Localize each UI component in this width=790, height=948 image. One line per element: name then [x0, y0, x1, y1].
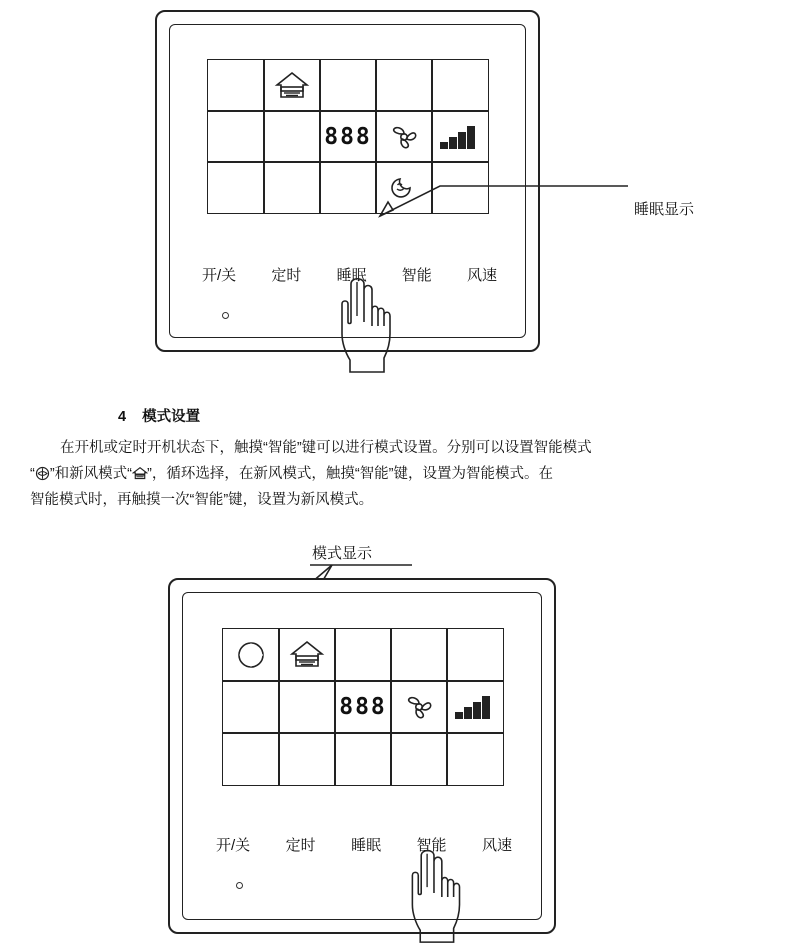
callout-line-top — [360, 178, 630, 238]
lcd-cell-b-r3c3 — [334, 732, 392, 786]
lcd-cell-b-r3c1 — [222, 732, 280, 786]
lcd-cell-fan — [375, 110, 433, 163]
paragraph-post: ”，循环选择，在新风模式，触摸“智能”键，设置为智能模式。在 — [147, 466, 553, 482]
callout-label-sleep-display: 睡眠显示 — [634, 201, 695, 218]
button-sleep-bottom[interactable]: 睡眠 — [351, 837, 382, 854]
hand-pointer-top-icon — [318, 268, 408, 378]
button-fanspeed-bottom[interactable]: 风速 — [481, 837, 512, 854]
lcd-cell-r1c3 — [319, 59, 377, 112]
fan-speed-bars-icon — [453, 694, 497, 720]
paragraph-quote-open: “ — [30, 466, 35, 482]
lcd-cell-r2c1 — [207, 110, 265, 163]
lcd-cell-fan-speed — [431, 110, 489, 163]
lcd-cell-r1c4 — [375, 59, 433, 112]
paragraph-mid: ”和新风模式“ — [49, 466, 133, 482]
button-timer-bottom[interactable]: 定时 — [285, 837, 316, 854]
lcd-cell-r1c5 — [431, 59, 489, 112]
section-paragraph — [30, 435, 760, 513]
lcd-digits-bottom: 888 — [339, 694, 387, 720]
fan-icon — [387, 120, 421, 154]
smart-mode-icon-inline — [35, 466, 50, 480]
lcd-cell-r3c2 — [263, 161, 321, 214]
lcd-cell-b-r2c2 — [278, 680, 336, 734]
lcd-cell-home-mode-bottom — [278, 628, 336, 682]
lcd-cell-b-r2c1 — [222, 680, 280, 734]
fan-icon — [402, 690, 436, 724]
button-fanspeed-top[interactable]: 风速 — [466, 267, 497, 284]
lcd-digits-top: 888 — [324, 123, 372, 150]
lcd-cell-b-r1c3 — [334, 628, 392, 682]
lcd-cell-smart-mode — [222, 628, 280, 682]
fan-speed-bars-icon — [438, 124, 482, 150]
home-mode-icon — [272, 69, 312, 103]
button-sleep-top[interactable]: 睡眠 — [336, 267, 367, 284]
smart-mode-icon — [234, 639, 268, 671]
indicator-led-bottom — [236, 882, 243, 889]
section-number: 4 — [118, 409, 127, 425]
home-mode-icon-inline — [132, 466, 147, 480]
button-smart-bottom[interactable]: 智能 — [416, 837, 447, 854]
section-heading — [118, 405, 200, 426]
callout-label-mode-display: 模式显示 — [312, 545, 373, 562]
hand-pointer-bottom-icon — [388, 840, 478, 948]
lcd-cell-r2c2 — [263, 110, 321, 163]
paragraph-line-3: 智能模式时，再触摸一次“智能”键，设置为新风模式。 — [30, 492, 374, 508]
lcd-cell-b-r3c4 — [390, 732, 448, 786]
lcd-cell-b-r1c5 — [446, 628, 504, 682]
lcd-cell-b-r1c4 — [390, 628, 448, 682]
lcd-cell-b-r3c2 — [278, 732, 336, 786]
lcd-cell-home-mode — [263, 59, 321, 112]
button-power-top[interactable]: 开/关 — [202, 267, 237, 284]
lcd-cell-digits-bottom — [334, 680, 392, 734]
button-smart-top[interactable]: 智能 — [401, 267, 432, 284]
paragraph-line-1: 在开机或定时开机状态下，触摸“智能”键可以进行模式设置。分别可以设置智能模式 — [60, 440, 592, 456]
figure-bottom-device — [168, 578, 556, 934]
indicator-led-top — [222, 312, 229, 319]
lcd-cell-b-r3c5 — [446, 732, 504, 786]
section-title-text: 模式设置 — [142, 409, 201, 425]
lcd-screen-bottom — [222, 628, 504, 786]
home-mode-icon — [287, 638, 327, 672]
lcd-cell-r3c1 — [207, 161, 265, 214]
button-timer-top[interactable]: 定时 — [271, 267, 302, 284]
lcd-cell-r1c1 — [207, 59, 265, 112]
lcd-cell-fan-speed-bottom — [446, 680, 504, 734]
lcd-cell-digits — [319, 110, 377, 163]
button-power-bottom[interactable]: 开/关 — [216, 837, 251, 854]
lcd-cell-fan-bottom — [390, 680, 448, 734]
